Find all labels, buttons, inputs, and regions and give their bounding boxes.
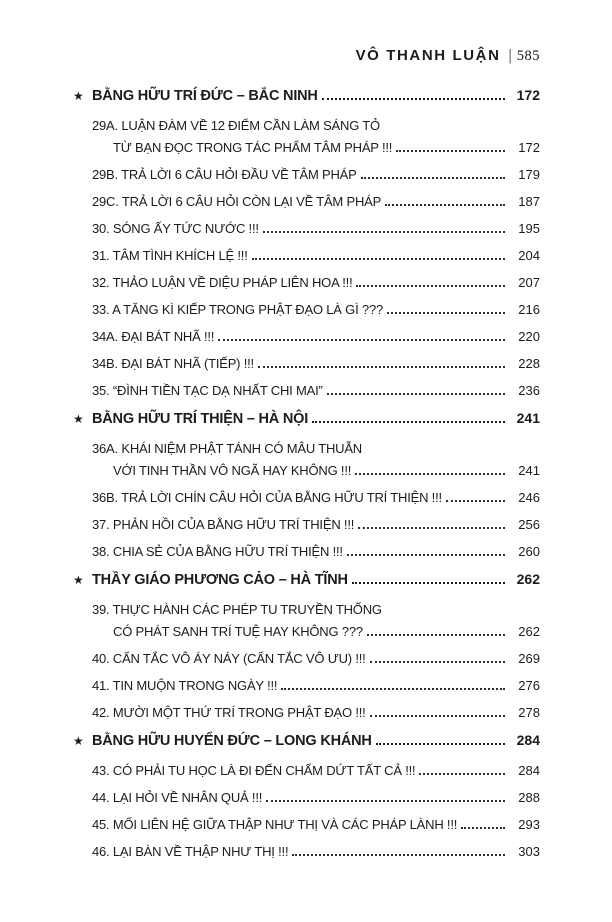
toc-entry bbox=[73, 299, 540, 321]
toc-section bbox=[73, 84, 540, 402]
toc-entry-line bbox=[73, 814, 540, 836]
dot-leader bbox=[461, 827, 505, 829]
star-icon: ★ bbox=[73, 573, 84, 587]
toc-entry-line bbox=[73, 599, 540, 621]
section-page-number: 284 bbox=[516, 732, 540, 748]
entry-title: TỪ BẠN ĐỌC TRONG TÁC PHẨM TÂM PHÁP !!! bbox=[113, 140, 393, 155]
toc-entry-line bbox=[73, 115, 540, 137]
entry-title: 44. LẠI HỎI VỀ NHÂN QUẢ !!! bbox=[92, 790, 263, 805]
toc-entry bbox=[73, 487, 540, 509]
dot-leader bbox=[266, 800, 505, 802]
entry-page-number: 220 bbox=[518, 329, 540, 344]
toc-entry-line bbox=[73, 137, 540, 159]
entry-title: 36B. TRẢ LỜI CHÍN CÂU HỎI CỦA BẰNG HỮU TRÍ THIỆN !!! bbox=[92, 490, 442, 505]
entry-page-number: 269 bbox=[518, 651, 540, 666]
toc-entry-line bbox=[73, 299, 540, 321]
dot-leader bbox=[370, 661, 505, 663]
entry-title: 41. TIN MUỘN TRONG NGÀY !!! bbox=[92, 678, 278, 693]
entry-title: 34A. ĐẠI BÁT NHÃ !!! bbox=[92, 329, 215, 344]
toc-entry bbox=[73, 648, 540, 670]
dot-leader bbox=[396, 150, 505, 152]
section-title: THẦY GIÁO PHƯƠNG CẢO – HÀ TĨNH bbox=[92, 572, 348, 588]
entry-page-number: 256 bbox=[518, 517, 540, 532]
dot-leader bbox=[355, 473, 505, 475]
dot-leader bbox=[358, 527, 505, 529]
toc-entry-line bbox=[73, 438, 540, 460]
header-separator: | bbox=[508, 47, 512, 64]
entry-page-number: 284 bbox=[518, 763, 540, 778]
entry-page-number: 195 bbox=[518, 221, 540, 236]
section-title: BẰNG HỮU TRÍ ĐỨC – BẮC NINH bbox=[92, 88, 318, 104]
entry-title: 37. PHẢN HỒI CỦA BẰNG HỮU TRÍ THIỆN !!! bbox=[92, 517, 355, 532]
dot-leader bbox=[419, 773, 505, 775]
entry-title: 43. CÓ PHẢI TU HỌC LÀ ĐI ĐẾN CHẤM DỨT TẤT CẢ !!! bbox=[92, 763, 416, 778]
toc-section-header bbox=[73, 568, 540, 591]
toc-entry bbox=[73, 814, 540, 836]
toc-entry bbox=[73, 787, 540, 809]
toc-section-header bbox=[73, 407, 540, 430]
toc-entry bbox=[73, 675, 540, 697]
entry-title: 29B. TRẢ LỜI 6 CÂU HỎI ĐẦU VỀ TÂM PHÁP bbox=[92, 167, 357, 182]
section-title: BẰNG HỮU TRÍ THIỆN – HÀ NỘI bbox=[92, 411, 309, 427]
toc-entry-line bbox=[73, 380, 540, 402]
entry-page-number: 262 bbox=[518, 624, 540, 639]
toc-entry-line bbox=[73, 487, 540, 509]
toc-entry-line bbox=[73, 541, 540, 563]
section-page-number: 172 bbox=[516, 87, 540, 103]
entry-page-number: 276 bbox=[518, 678, 540, 693]
toc-entry bbox=[73, 326, 540, 348]
entry-page-number: 236 bbox=[518, 383, 540, 398]
dot-leader bbox=[376, 743, 505, 745]
dot-leader bbox=[361, 177, 505, 179]
section-page-number: 241 bbox=[516, 410, 540, 426]
dot-leader bbox=[367, 634, 505, 636]
toc-entry-line bbox=[73, 460, 540, 482]
toc-entry bbox=[73, 599, 540, 643]
star-icon: ★ bbox=[73, 89, 84, 103]
toc-entry bbox=[73, 514, 540, 536]
entry-page-number: 228 bbox=[518, 356, 540, 371]
entry-page-number: 204 bbox=[518, 248, 540, 263]
entry-page-number: 303 bbox=[518, 844, 540, 859]
toc-entry bbox=[73, 438, 540, 482]
entry-title: 45. MỐI LIÊN HỆ GIỮA THẬP NHƯ THỊ VÀ CÁC PHÁP LÀNH !!! bbox=[92, 817, 458, 832]
entry-page-number: 216 bbox=[518, 302, 540, 317]
toc-entry bbox=[73, 760, 540, 782]
entry-page-number: 187 bbox=[518, 194, 540, 209]
toc-entry bbox=[73, 380, 540, 402]
toc-entry-line bbox=[73, 272, 540, 294]
entry-page-number: 207 bbox=[518, 275, 540, 290]
entry-page-number: 241 bbox=[518, 463, 540, 478]
entry-title: 32. THẢO LUẬN VỀ DIỆU PHÁP LIÊN HOA !!! bbox=[92, 275, 353, 290]
toc-entry bbox=[73, 702, 540, 724]
entry-title: VỚI TINH THẦN VÔ NGÃ HAY KHÔNG !!! bbox=[113, 463, 352, 478]
toc-entry bbox=[73, 353, 540, 375]
entry-title: 42. MƯỜI MỘT THỨ TRÍ TRONG PHẬT ĐẠO !!! bbox=[92, 705, 366, 720]
entry-title: 29C. TRẢ LỜI 6 CÂU HỎI CÒN LẠI VỀ TÂM PHÁP bbox=[92, 194, 382, 209]
toc-entry-line bbox=[73, 648, 540, 670]
dot-leader bbox=[387, 312, 505, 314]
page-title: VÔ THANH LUẬN bbox=[355, 47, 501, 64]
toc-entry-line bbox=[73, 675, 540, 697]
dot-leader bbox=[218, 339, 505, 341]
entry-title: 46. LẠI BÀN VỀ THẬP NHƯ THỊ !!! bbox=[92, 844, 289, 859]
toc-section bbox=[73, 729, 540, 863]
entry-title: 30. SÓNG ẤY TỨC NƯỚC !!! bbox=[92, 221, 259, 236]
entry-title: 29A. LUẬN ĐÀM VỀ 12 ĐIỂM CẦN LÀM SÁNG TỎ bbox=[92, 118, 380, 133]
entry-title: 35. “ĐÌNH TIỀN TẠC DẠ NHẤT CHI MAI” bbox=[92, 383, 323, 398]
entry-title: 36A. KHÁI NIỆM PHẬT TÁNH CÓ MÂU THUẪN bbox=[92, 441, 362, 456]
dot-leader bbox=[258, 366, 505, 368]
toc-entry-line bbox=[73, 787, 540, 809]
toc-entry-line bbox=[73, 760, 540, 782]
toc-entry bbox=[73, 841, 540, 863]
entry-title: 38. CHIA SẺ CỦA BẰNG HỮU TRÍ THIỆN !!! bbox=[92, 544, 343, 559]
entry-title: 33. A TĂNG KÌ KIẾP TRONG PHẬT ĐẠO LÀ GÌ ??? bbox=[92, 302, 384, 317]
entry-page-number: 260 bbox=[518, 544, 540, 559]
toc-entry-line bbox=[73, 191, 540, 213]
dot-leader bbox=[252, 258, 505, 260]
toc-entry-line bbox=[73, 164, 540, 186]
toc-entry bbox=[73, 115, 540, 159]
toc-entry-line bbox=[73, 621, 540, 643]
table-of-contents bbox=[73, 84, 540, 863]
star-icon: ★ bbox=[73, 734, 84, 748]
entry-title: 39. THỰC HÀNH CÁC PHÉP TU TRUYỀN THỐNG bbox=[92, 602, 382, 617]
section-title: BẰNG HỮU HUYỂN ĐỨC – LONG KHÁNH bbox=[92, 733, 372, 749]
running-head bbox=[73, 46, 540, 66]
toc-entry-line bbox=[73, 702, 540, 724]
dot-leader bbox=[322, 98, 505, 100]
toc-entry-line bbox=[73, 326, 540, 348]
toc-section bbox=[73, 568, 540, 724]
toc-entry bbox=[73, 218, 540, 240]
toc-entry bbox=[73, 191, 540, 213]
entry-title: CÓ PHÁT SANH TRÍ TUỆ HAY KHÔNG ??? bbox=[113, 624, 363, 639]
star-icon: ★ bbox=[73, 412, 84, 426]
toc-entry bbox=[73, 541, 540, 563]
entry-title: 40. CẨN TẮC VÔ ÁY NÁY (CẨN TẮC VÔ ƯU) !!! bbox=[92, 651, 366, 666]
toc-entry-line bbox=[73, 245, 540, 267]
entry-title: 31. TÂM TÌNH KHÍCH LỆ !!! bbox=[92, 248, 248, 263]
toc-entry-line bbox=[73, 514, 540, 536]
entry-page-number: 246 bbox=[518, 490, 540, 505]
toc-entry bbox=[73, 164, 540, 186]
toc-section-header bbox=[73, 84, 540, 107]
toc-section bbox=[73, 407, 540, 563]
dot-leader bbox=[263, 231, 505, 233]
header-page-number: 585 bbox=[516, 48, 540, 64]
toc-entry bbox=[73, 245, 540, 267]
entry-page-number: 288 bbox=[518, 790, 540, 805]
section-page-number: 262 bbox=[516, 571, 540, 587]
toc-entry-line bbox=[73, 841, 540, 863]
entry-page-number: 293 bbox=[518, 817, 540, 832]
dot-leader bbox=[370, 715, 505, 717]
toc-entry bbox=[73, 272, 540, 294]
entry-page-number: 278 bbox=[518, 705, 540, 720]
dot-leader bbox=[446, 500, 505, 502]
toc-entry-line bbox=[73, 353, 540, 375]
toc-section-header bbox=[73, 729, 540, 752]
dot-leader bbox=[281, 688, 505, 690]
entry-title: 34B. ĐẠI BÁT NHÃ (TIẾP) !!! bbox=[92, 356, 254, 371]
dot-leader bbox=[356, 285, 505, 287]
dot-leader bbox=[292, 854, 505, 856]
entry-page-number: 172 bbox=[518, 140, 540, 155]
entry-page-number: 179 bbox=[518, 167, 540, 182]
dot-leader bbox=[327, 393, 505, 395]
dot-leader bbox=[352, 582, 505, 584]
toc-entry-line bbox=[73, 218, 540, 240]
dot-leader bbox=[312, 421, 505, 423]
dot-leader bbox=[347, 554, 505, 556]
dot-leader bbox=[385, 204, 505, 206]
